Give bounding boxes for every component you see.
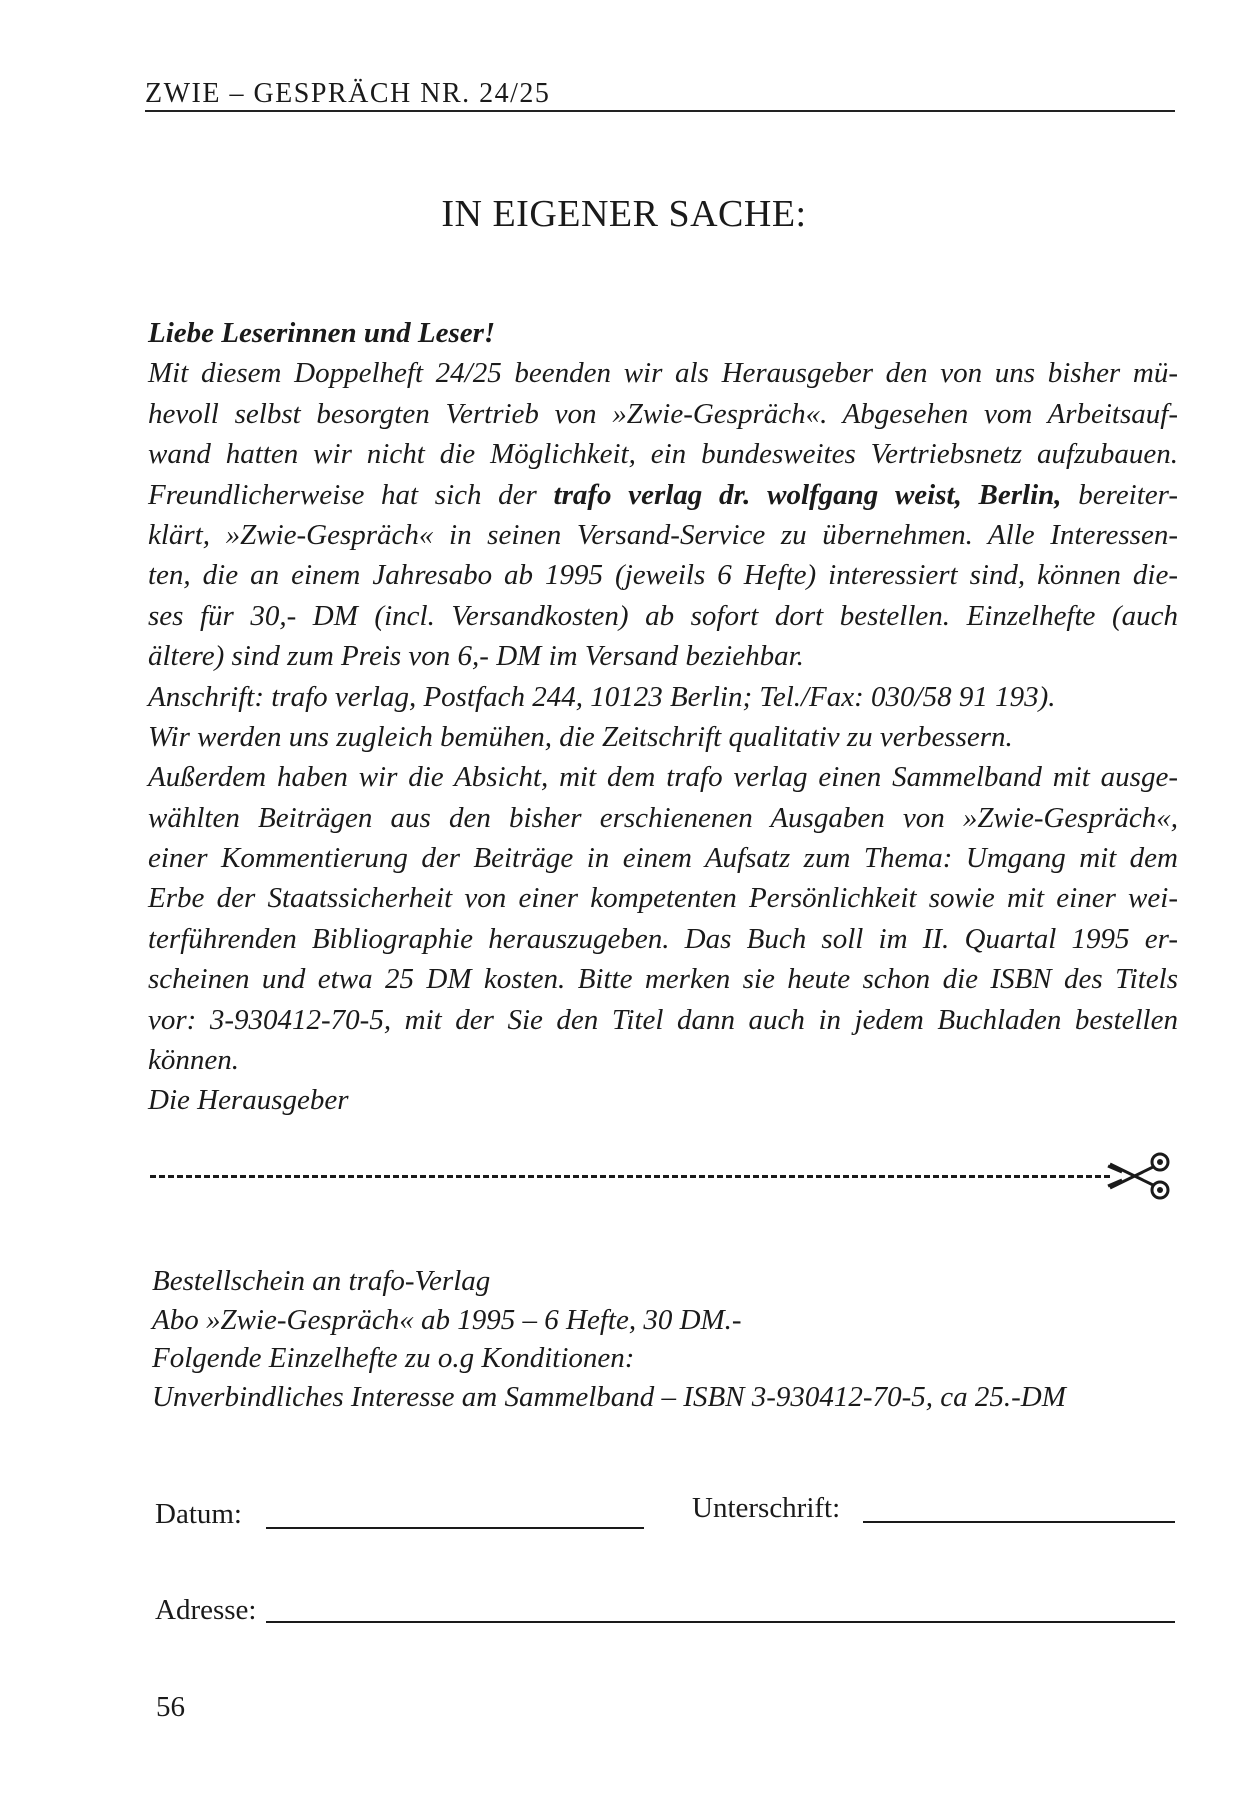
signature-field[interactable] xyxy=(863,1521,1175,1523)
letter-line: hevoll selbst besorgten Vertrieb von »Zwie-Gespräch«. Abgesehen vom Arbeitsauf- xyxy=(148,397,1178,430)
header-rule xyxy=(145,110,1175,112)
letter-line: einer Kommentierung der Beiträge in einem Aufsatz zum Thema: Umgang mit dem xyxy=(148,842,1178,875)
letter-line: klärt, »Zwie-Gespräch« in seinen Versand-Service zu übernehmen. Alle Interessen- xyxy=(148,518,1178,551)
address-label: Adresse: xyxy=(155,1594,257,1626)
date-field[interactable] xyxy=(266,1527,644,1529)
article-title: IN EIGENER SACHE: xyxy=(441,193,807,235)
letter-signoff: Die Herausgeber xyxy=(148,1084,349,1117)
letter-line: Wir werden uns zugleich bemühen, die Zeitschrift qualitativ zu verbessern. xyxy=(148,720,1013,753)
letter-line: ältere) sind zum Preis von 6,- DM im Versand beziehbar. xyxy=(148,640,804,673)
letter-line: Außerdem haben wir die Absicht, mit dem trafo verlag einen Sammelband mit ausge- xyxy=(148,761,1178,794)
letter-line: können. xyxy=(148,1044,239,1077)
letter-line: ses für 30,- DM (incl. Versandkosten) ab sofort dort bestellen. Einzelhefte (auch xyxy=(148,599,1178,632)
order-line: Bestellschein an trafo-Verlag xyxy=(152,1265,491,1297)
letter-line: terführenden Bibliographie herauszugeben. Das Buch soll im II. Quartal 1995 er- xyxy=(148,922,1178,955)
page-number: 56 xyxy=(156,1691,185,1723)
running-header: ZWIE – GESPRÄCH NR. 24/25 xyxy=(145,78,551,109)
letter-line: scheinen und etwa 25 DM kosten. Bitte merken sie heute schon die ISBN des Titels xyxy=(148,963,1178,996)
order-line: Abo »Zwie-Gespräch« ab 1995 – 6 Hefte, 30 DM.- xyxy=(152,1303,742,1336)
publisher-line-before: Freundlicherweise hat sich der xyxy=(148,478,554,511)
signature-label: Unterschrift: xyxy=(692,1492,841,1524)
letter-greeting: Liebe Leserinnen und Leser! xyxy=(148,317,496,349)
letter-line-publisher xyxy=(148,475,1178,515)
scissors-icon xyxy=(1104,1150,1174,1202)
date-label: Datum: xyxy=(155,1498,242,1530)
letter-line: Mit diesem Doppelheft 24/25 beenden wir als Herausgeber den von uns bisher mü- xyxy=(148,357,1178,390)
publisher-line-after: bereiter- xyxy=(1061,478,1178,511)
letter-line: ten, die an einem Jahresabo ab 1995 (jeweils 6 Hefte) interessiert sind, können die- xyxy=(148,559,1178,592)
letter-line: Anschrift: trafo verlag, Postfach 244, 10123 Berlin; Tel./Fax: 030/58 91 193). xyxy=(148,680,1056,713)
address-field[interactable] xyxy=(266,1621,1175,1623)
cut-line xyxy=(150,1175,1110,1178)
letter-line: vor: 3-930412-70-5, mit der Sie den Titel dann auch in jedem Buchladen bestellen xyxy=(148,1003,1178,1036)
letter-body xyxy=(148,313,1178,1121)
order-form xyxy=(152,1262,1152,1416)
order-line: Folgende Einzelhefte zu o.g Konditionen: xyxy=(152,1342,635,1374)
letter-line: Erbe der Staatssicherheit von einer kompetenten Persönlichkeit sowie mit einer wei- xyxy=(148,882,1178,915)
letter-line: wand hatten wir nicht die Möglichkeit, ein bundesweites Vertriebsnetz aufzubauen. xyxy=(148,438,1178,471)
letter-line: wählten Beiträgen aus den bisher erschienenen Ausgaben von »Zwie-Gespräch«, xyxy=(148,801,1178,834)
publisher-name: trafo verlag dr. wolfgang weist, Berlin, xyxy=(553,478,1062,511)
order-line: Unverbindliches Interesse am Sammelband – ISBN 3-930412-70-5, ca 25.-DM xyxy=(152,1380,1066,1413)
